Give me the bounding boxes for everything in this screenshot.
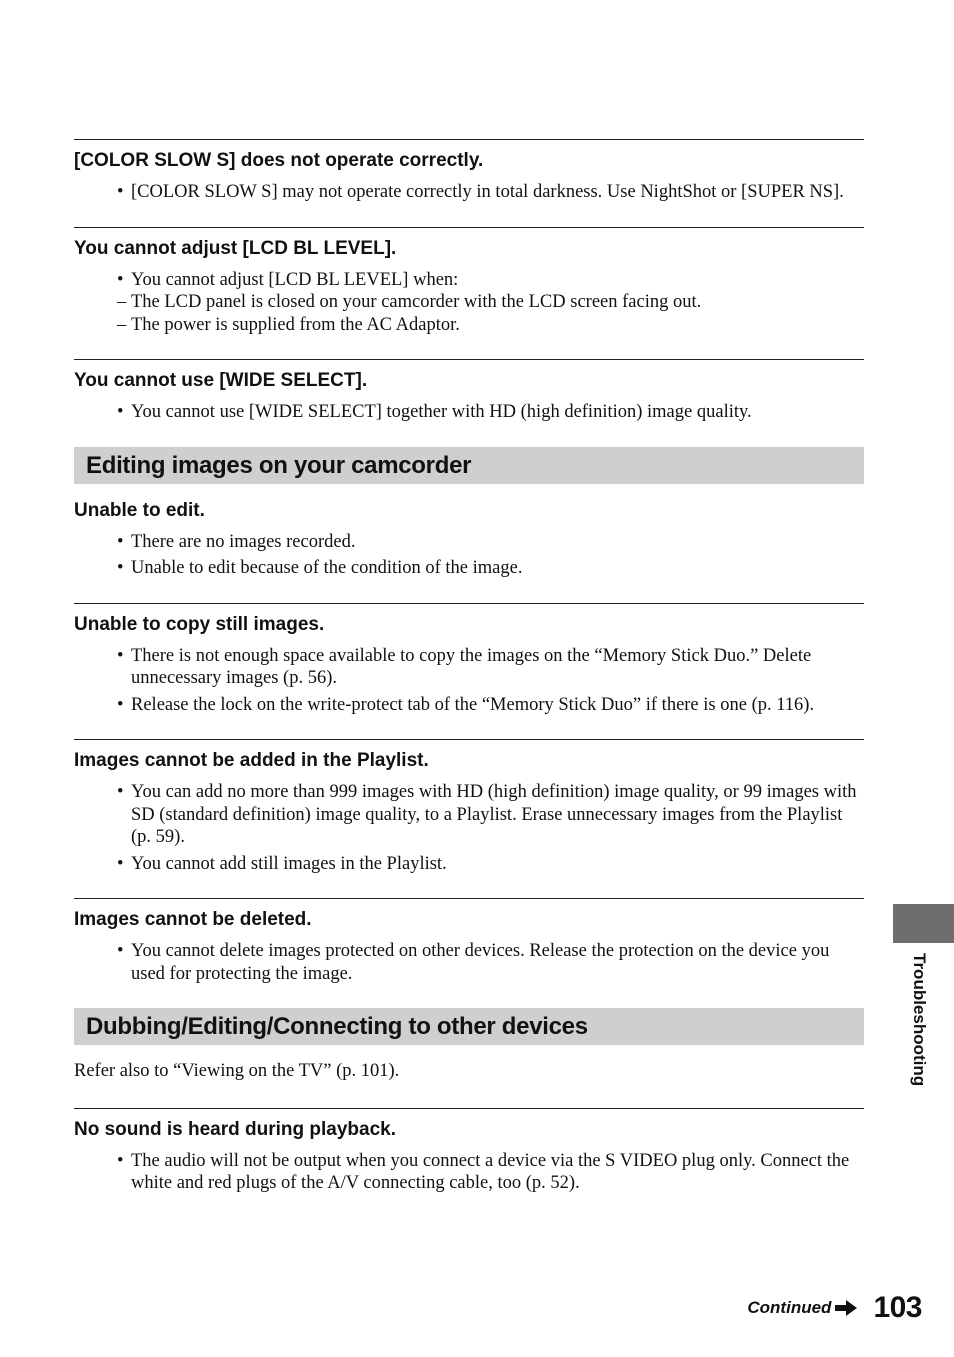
section-heading-dubbing: Dubbing/Editing/Connecting to other devices [74, 1008, 864, 1045]
topic-playlist [74, 739, 864, 875]
dash-mark: – [117, 292, 127, 312]
topic-color-slow-s [74, 139, 864, 204]
chapter-tab-label: Troubleshooting [910, 953, 929, 1087]
bullet-list [74, 269, 864, 337]
topic-title: Unable to edit. [74, 499, 205, 521]
topic-wide-select [74, 359, 864, 424]
topic-title: [COLOR SLOW S] does not operate correctly. [74, 150, 484, 171]
topic-cannot-delete [74, 898, 864, 985]
bullet-item: • You cannot use [WIDE SELECT] together with HD (high definition) image quality. [74, 401, 864, 424]
dash-item [117, 314, 864, 337]
bullet-item: • There is not enough space available to copy the images on the “Memory Stick Duo.” Delete unnecessary images (p. 56). [74, 645, 864, 690]
bullet-list [74, 1150, 864, 1195]
topic-unable-to-copy [74, 603, 864, 717]
bullet-item: • Release the lock on the write-protect tab of the “Memory Stick Duo” if there is one (p. 116). [74, 694, 864, 717]
dash-text: The LCD panel is closed on your camcorder with the LCD screen facing out. [131, 292, 702, 312]
topic-title: You cannot adjust [LCD BL LEVEL]. [74, 237, 397, 259]
continued-label: Continued [747, 1298, 832, 1317]
topic-title: Images cannot be deleted. [74, 909, 312, 930]
page-footer [747, 1288, 922, 1328]
bullet-item: • You cannot add still images in the Playlist. [74, 853, 864, 876]
bullet-list [74, 531, 864, 580]
dash-item [117, 291, 864, 314]
topic-title: You cannot use [WIDE SELECT]. [74, 370, 368, 391]
bullet-item: • Unable to edit because of the condition of the image. [74, 557, 864, 580]
page-number: 103 [873, 1291, 922, 1324]
bullet-list [74, 645, 864, 717]
dash-text: The power is supplied from the AC Adaptor. [131, 314, 460, 335]
topic-no-sound [74, 1108, 864, 1195]
right-arrow-icon [835, 1300, 857, 1316]
bullet-list [74, 181, 864, 204]
bullet-list [74, 781, 864, 875]
bullet-item: • There are no images recorded. [74, 531, 864, 554]
bullet-list [74, 940, 864, 985]
topic-title: Images cannot be added in the Playlist. [74, 750, 429, 771]
section-heading-editing: Editing images on your camcorder [74, 447, 864, 484]
bullet-item: • You can add no more than 999 images with HD (high definition) image quality, or 99 images with SD (standard definition) image quality, to a Playlist. Erase unnecessary images from the Playlist (p. 59). [74, 781, 864, 849]
bullet-item: • The audio will not be output when you connect a device via the S VIDEO plug only. Connect the white and red plugs of the A/V connecting cable, too (p. 52). [74, 1150, 864, 1195]
page-content [74, 139, 864, 1199]
topic-lcd-bl-level [74, 227, 864, 337]
topic-unable-to-edit [74, 499, 864, 580]
dash-mark: – [117, 314, 127, 335]
section-intro: Refer also to “Viewing on the TV” (p. 101). [74, 1061, 400, 1081]
bullet-item: • You cannot delete images protected on other devices. Release the protection on the device you used for protecting the image. [74, 940, 864, 985]
chapter-tab [893, 904, 954, 943]
topic-title: Unable to copy still images. [74, 613, 325, 635]
bullet-item: • [COLOR SLOW S] may not operate correctly in total darkness. Use NightShot or [SUPER NS]. [74, 181, 864, 204]
bullet-list [74, 401, 864, 424]
bullet-lead: You cannot adjust [LCD BL LEVEL] when: [131, 269, 459, 290]
bullet-item [74, 269, 864, 337]
topic-title: No sound is heard during playback. [74, 1118, 396, 1140]
